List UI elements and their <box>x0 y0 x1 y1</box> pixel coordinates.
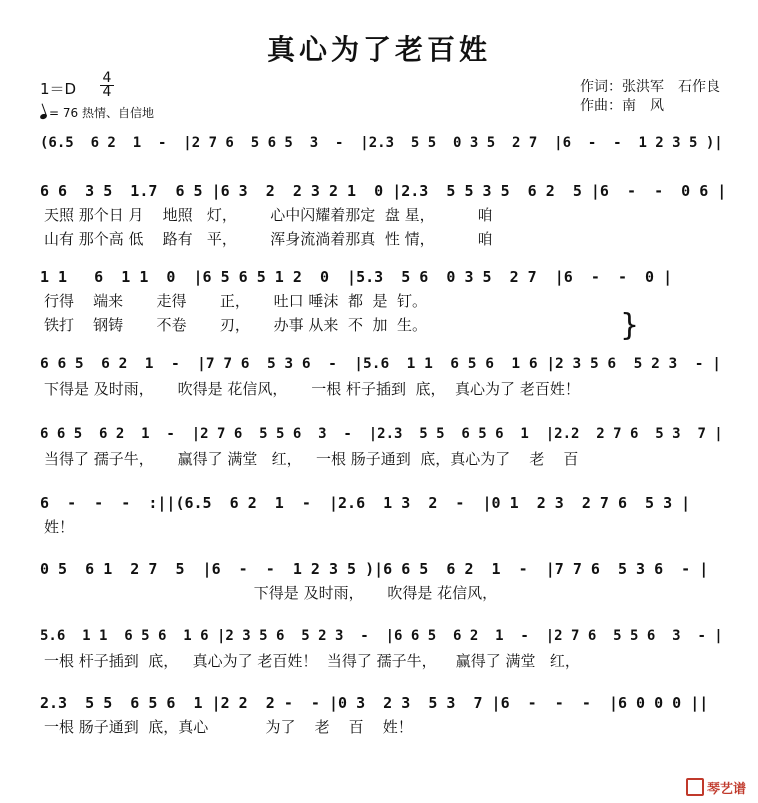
lyric-line: 下得是 及时雨， 吹得是 花信风， <box>44 584 498 602</box>
notation-line: 2.3 5 5 6 5 6 1 |2 2 2 - - |0 3 2 3 5 3 7 |6 - - - |6 0 0 0 || <box>40 694 709 712</box>
notation-line: 6 6 5 6 2 1 - |7 7 6 5 3 6 - |5.6 1 1 6 5 6 1 6 |2 3 5 6 5 2 3 - | <box>40 356 721 372</box>
notation-line: 6 6 3 5 1.7 6 5 |6 3 2 2 3 2 1 0 |2.3 5 5 3 5 6 2 5 |6 - - 0 6 | <box>40 182 727 200</box>
notation-line: 5.6 1 1 6 5 6 1 6 |2 3 5 6 5 2 3 - |6 6 5 6 2 1 - |2 7 6 5 5 6 3 - | <box>40 628 723 644</box>
repeat-brace: } <box>620 308 640 343</box>
composer: 作曲：南 风 <box>580 98 664 114</box>
logo-text: 琴艺谱 <box>706 782 746 797</box>
lyric-line: 一根 杆子插到 底， 真心为了 老百姓！ 当得了 孺子牛， 赢得了 满堂 红， <box>44 652 580 670</box>
site-logo <box>686 778 746 797</box>
lyric-line: 姓！ <box>44 518 75 536</box>
lyric-line: 天照 那个日 月 地照 灯， 心中闪耀着那定 盘 星， 咱 <box>44 206 493 224</box>
notation-line: 0 5 6 1 2 7 5 |6 - - 1 2 3 5 )|6 6 5 6 2 1 - |7 7 6 5 3 6 - | <box>40 560 709 578</box>
lyric-line: 下得是 及时雨， 吹得是 花信风， 一根 杆子插到 底， 真心为了 老百姓！ <box>44 380 580 398</box>
notation-line: (6.5 6 2 1 - |2 7 6 5 6 5 3 - |2.3 5 5 0 3 5 2 7 |6 - - 1 2 3 5 )| <box>40 135 723 151</box>
lyric-line: 山有 那个高 低 路有 平， 浑身流淌着那真 性 情， 咱 <box>44 230 493 248</box>
notation-line: 1 1 6 1 1 0 |6 5 6 5 1 2 0 |5.3 5 6 0 3 5 2 7 |6 - - 0 | <box>40 268 673 286</box>
notation-line: 6 - - - :||(6.5 6 2 1 - |2.6 1 3 2 - |0 1 2 3 2 7 6 5 3 | <box>40 494 691 512</box>
lyric-line: 当得了 孺子牛， 赢得了 满堂 红， 一根 肠子通到 底，真心为了 老 百 <box>44 450 579 468</box>
song-title: 真心为了老百姓 <box>266 33 491 66</box>
tempo-text: = 76 热情、自信地 <box>49 106 154 120</box>
time-bottom: 4 <box>100 85 114 99</box>
notation-line: 6 6 5 6 2 1 - |2 7 6 5 5 6 3 - |2.3 5 5 6 5 6 1 |2.2 2 7 6 5 3 7 | <box>40 426 723 442</box>
lyricist: 作词：张洪军 石作良 <box>580 79 720 95</box>
time-top: 4 <box>102 70 112 86</box>
quarter-note-icon <box>39 113 47 120</box>
time-signature <box>100 72 114 99</box>
key-signature: 1＝D <box>40 80 77 98</box>
credits <box>580 78 720 116</box>
tempo-marking <box>40 104 154 121</box>
logo-icon <box>686 778 704 796</box>
lyric-line: 一根 肠子通到 底，真心 为了 老 百 姓！ <box>44 718 413 736</box>
lyric-line: 铁打 钢铸 不卷 刃， 办事 从来 不 加 生。 <box>44 316 428 334</box>
lyric-line: 行得 端来 走得 正， 吐口 唾沫 都 是 钉。 <box>44 292 428 310</box>
